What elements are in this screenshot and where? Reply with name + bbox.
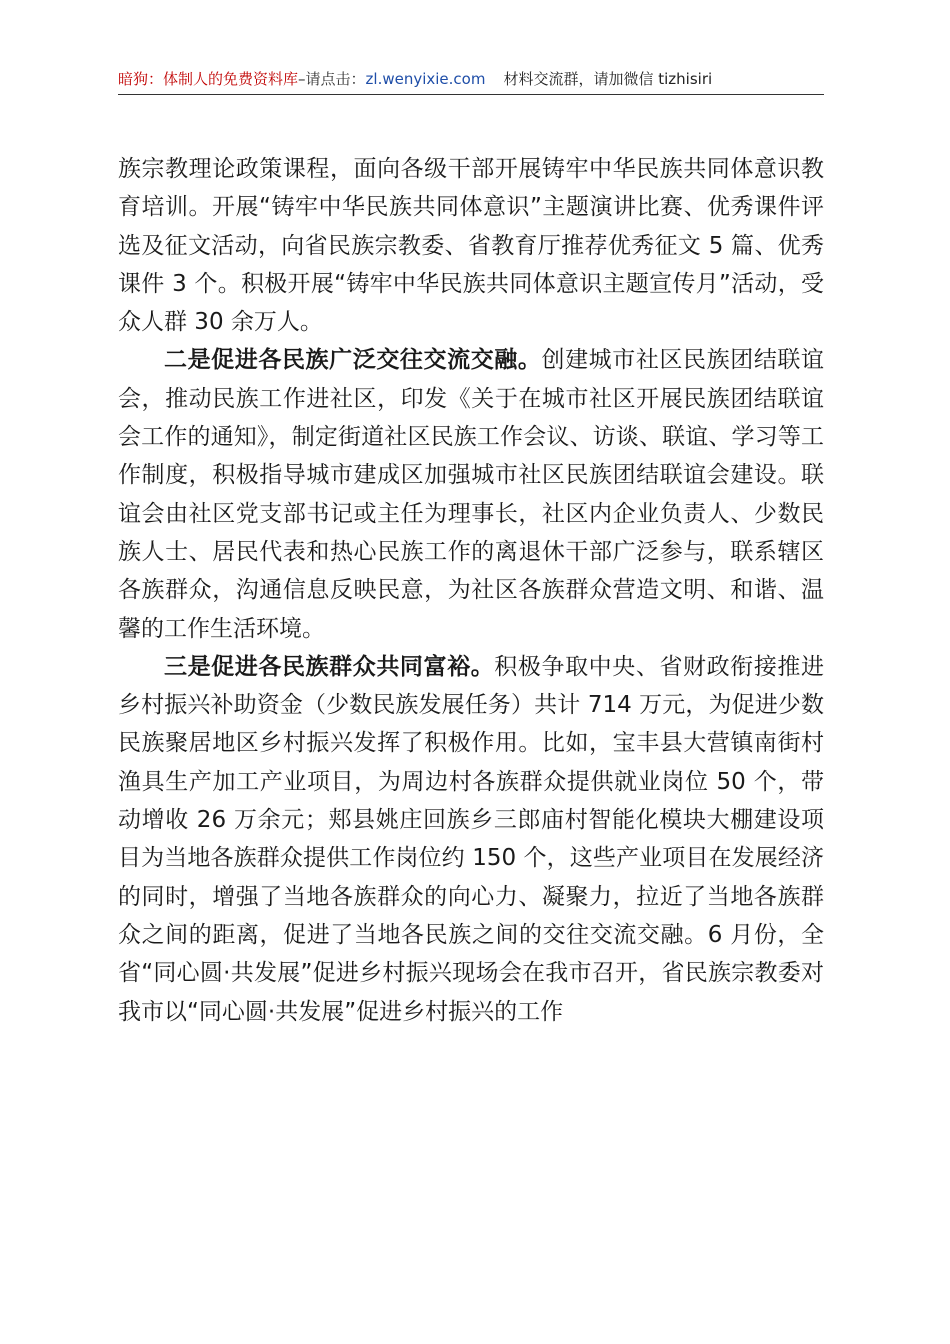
header-url-link[interactable]: zl.wenyixie.com — [365, 70, 486, 88]
document-body — [118, 150, 824, 1031]
paragraph-prosperity — [118, 648, 824, 1031]
paragraph-exchange — [118, 341, 824, 647]
header-separator: –请点击： — [298, 70, 366, 88]
page-header — [118, 68, 824, 95]
paragraph-lead: 二是促进各民族广泛交往交流交融。 — [164, 347, 542, 374]
paragraph-lead: 三是促进各民族群众共同富裕。 — [164, 653, 495, 680]
paragraph-text: 积极争取中央、省财政衔接推进乡村振兴补助资金（少数民族发展任务）共计 714 万元，为促进少数民族聚居地区乡村振兴发挥了积极作用。比如，宝丰县大营镇南街村渔具生产加工产业项目，为周边村各族群众提供就业岗位 50 个，带动增收 26 万余元；郏县姚庄回族乡三郎庙村智能化模块大棚建设项目为当地各族群众提供工作岗位约 150 个，这些产业项目在发展经济的同时，增强了当地各族群众的向心力、凝聚力，拉近了当地各族群众之间的距离，促进了当地各民族之间的交往交流交融。6 月份，全省“同心圆·共发展”促进乡村振兴现场会在我市召开，省民族宗教委对我市以“同心圆·共发展”促进乡村振兴的工作 — [118, 653, 825, 1025]
header-group-info: 材料交流群，请加微信 tizhisiri — [503, 70, 713, 88]
paragraph-text: 创建城市社区民族团结联谊会，推动民族工作进社区，印发《关于在城市社区开展民族团结联谊会工作的通知》，制定街道社区民族工作会议、访谈、联谊、学习等工作制度，积极指导城市建成区加强城市社区民族团结联谊会建设。联谊会由社区党支部书记或主任为理事长，社区内企业负责人、少数民族人士、居民代表和热心民族工作的离退休干部广泛参与，联系辖区各族群众，沟通信息反映民意，为社区各族群众营造文明、和谐、温馨的工作生活环境。 — [118, 347, 825, 642]
header-brand: 暗狗：体制人的免费资料库 — [118, 70, 299, 88]
paragraph-text: 族宗教理论政策课程，面向各级干部开展铸牢中华民族共同体意识教育培训。开展“铸牢中华民族共同体意识”主题演讲比赛、优秀课件评选及征文活动，向省民族宗教委、省教育厅推荐优秀征文 5 篇、优秀课件 3 个。积极开展“铸牢中华民族共同体意识主题宣传月”活动，受众人群 30 余万人。 — [118, 156, 824, 336]
paragraph-continuation — [118, 150, 824, 341]
